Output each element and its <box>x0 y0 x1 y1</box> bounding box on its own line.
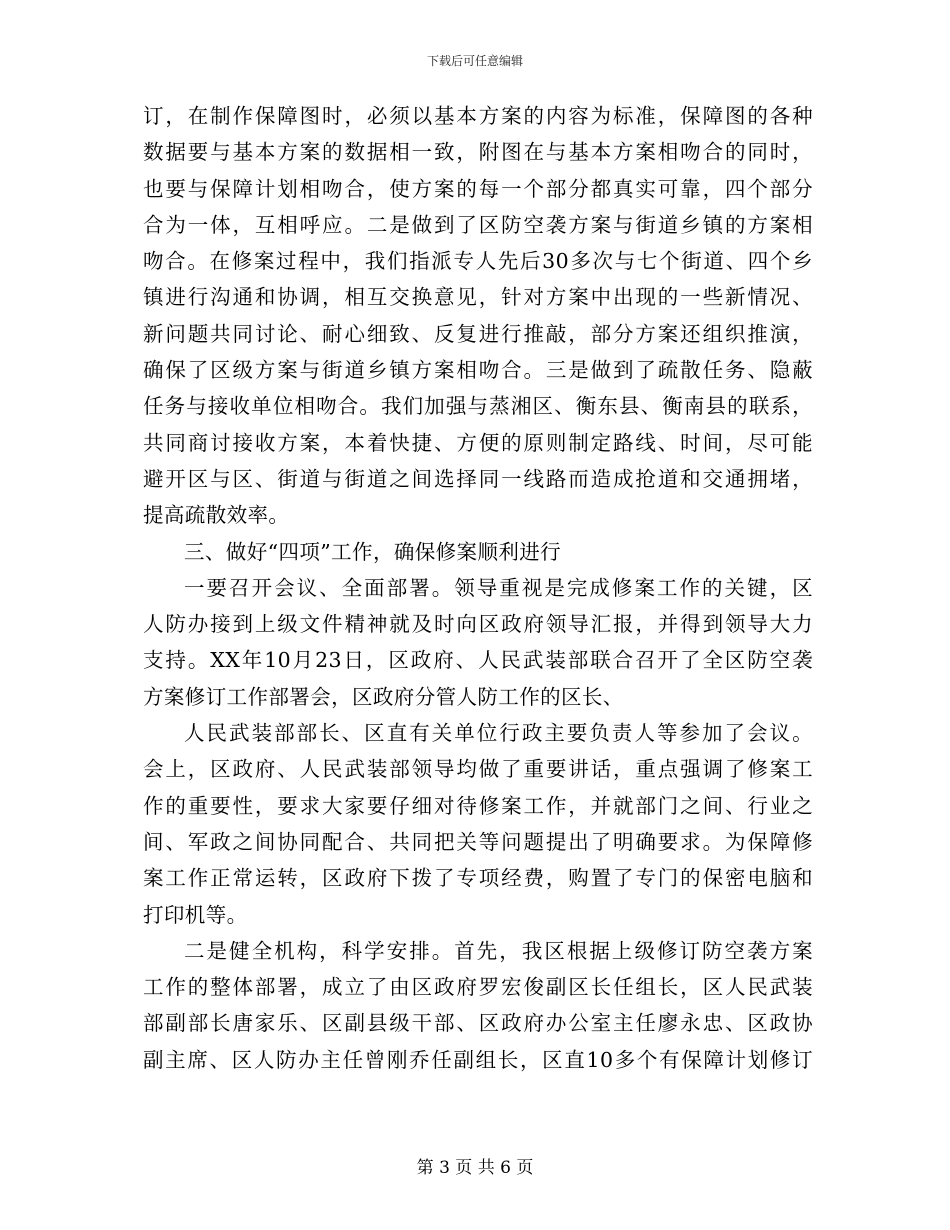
text-line: 支持。XX年10月23日，区政府、人民武装部联合召开了全区防空袭 <box>143 648 813 673</box>
text-line: 案工作正常运转，区政府下拨了专项经费，购置了专门的保密电脑和 <box>143 866 813 891</box>
text-line: 一要召开会议、全面部署。领导重视是完成修案工作的关键，区 <box>184 575 813 600</box>
text-line: 避开区与区、街道与街道之间选择同一线路而造成抢道和交通拥堵， <box>143 466 813 491</box>
text-line: 二是健全机构，科学安排。首先，我区根据上级修订防空袭方案 <box>184 938 813 963</box>
text-line: 订，在制作保障图时，必须以基本方案的内容为标准，保障图的各种 <box>143 104 813 128</box>
text-line: 确保了区级方案与街道乡镇方案相吻合。三是做到了疏散任务、隐蔽 <box>143 358 813 383</box>
text-line: 吻合。在修案过程中，我们指派专人先后30多次与七个街道、四个乡 <box>143 249 813 274</box>
document-body <box>143 98 813 1078</box>
text-line: 也要与保障计划相吻合，使方案的每一个部分都真实可靠，四个部分 <box>143 176 813 201</box>
text-line: 作的重要性，要求大家要仔细对待修案工作，并就部门之间、行业之 <box>143 793 813 818</box>
text-line: 新问题共同讨论、耐心细致、反复进行推敲，部分方案还组织推演， <box>143 321 813 346</box>
text-line: 人民武装部部长、区直有关单位行政主要负责人等参加了会议。 <box>184 721 813 746</box>
text-line: 数据要与基本方案的数据相一致，附图在与基本方案相吻合的同时， <box>143 140 813 165</box>
text-line: 提高疏散效率。 <box>143 503 290 528</box>
text-line: 任务与接收单位相吻合。我们加强与蒸湘区、衡东县、衡南县的联系， <box>143 394 813 419</box>
text-line: 工作的整体部署，成立了由区政府罗宏俊副区长任组长，区人民武装 <box>143 975 813 1000</box>
text-line: 镇进行沟通和协调，相互交换意见，针对方案中出现的一些新情况、 <box>143 285 813 310</box>
text-line: 方案修订工作部署会，区政府分管人防工作的区长、 <box>143 684 624 709</box>
section-heading: 三、做好“四项”工作，确保修案顺利进行 <box>184 539 562 564</box>
text-line: 部副部长唐家乐、区副县级干部、区政府办公室主任廖永忠、区政协 <box>143 1011 813 1036</box>
text-line: 合为一体，互相呼应。二是做到了区防空袭方案与街道乡镇的方案相 <box>143 212 813 237</box>
text-line: 打印机等。 <box>143 902 248 927</box>
page-header: 下载后可任意编辑 <box>426 54 523 68</box>
text-line: 副主席、区人防办主任曾刚乔任副组长，区直10多个有保障计划修订 <box>143 1047 813 1072</box>
text-line: 共同商讨接收方案，本着快捷、方便的原则制定路线、时间，尽可能 <box>143 430 813 455</box>
text-line: 人防办接到上级文件精神就及时向区政府领导汇报，并得到领导大力 <box>143 612 813 637</box>
page-number-footer: 第 3 页 共 6 页 <box>416 1158 534 1178</box>
text-line: 会上，区政府、人民武装部领导均做了重要讲话，重点强调了修案工 <box>143 757 813 782</box>
text-line: 间、军政之间协同配合、共同把关等问题提出了明确要求。为保障修 <box>143 829 813 854</box>
